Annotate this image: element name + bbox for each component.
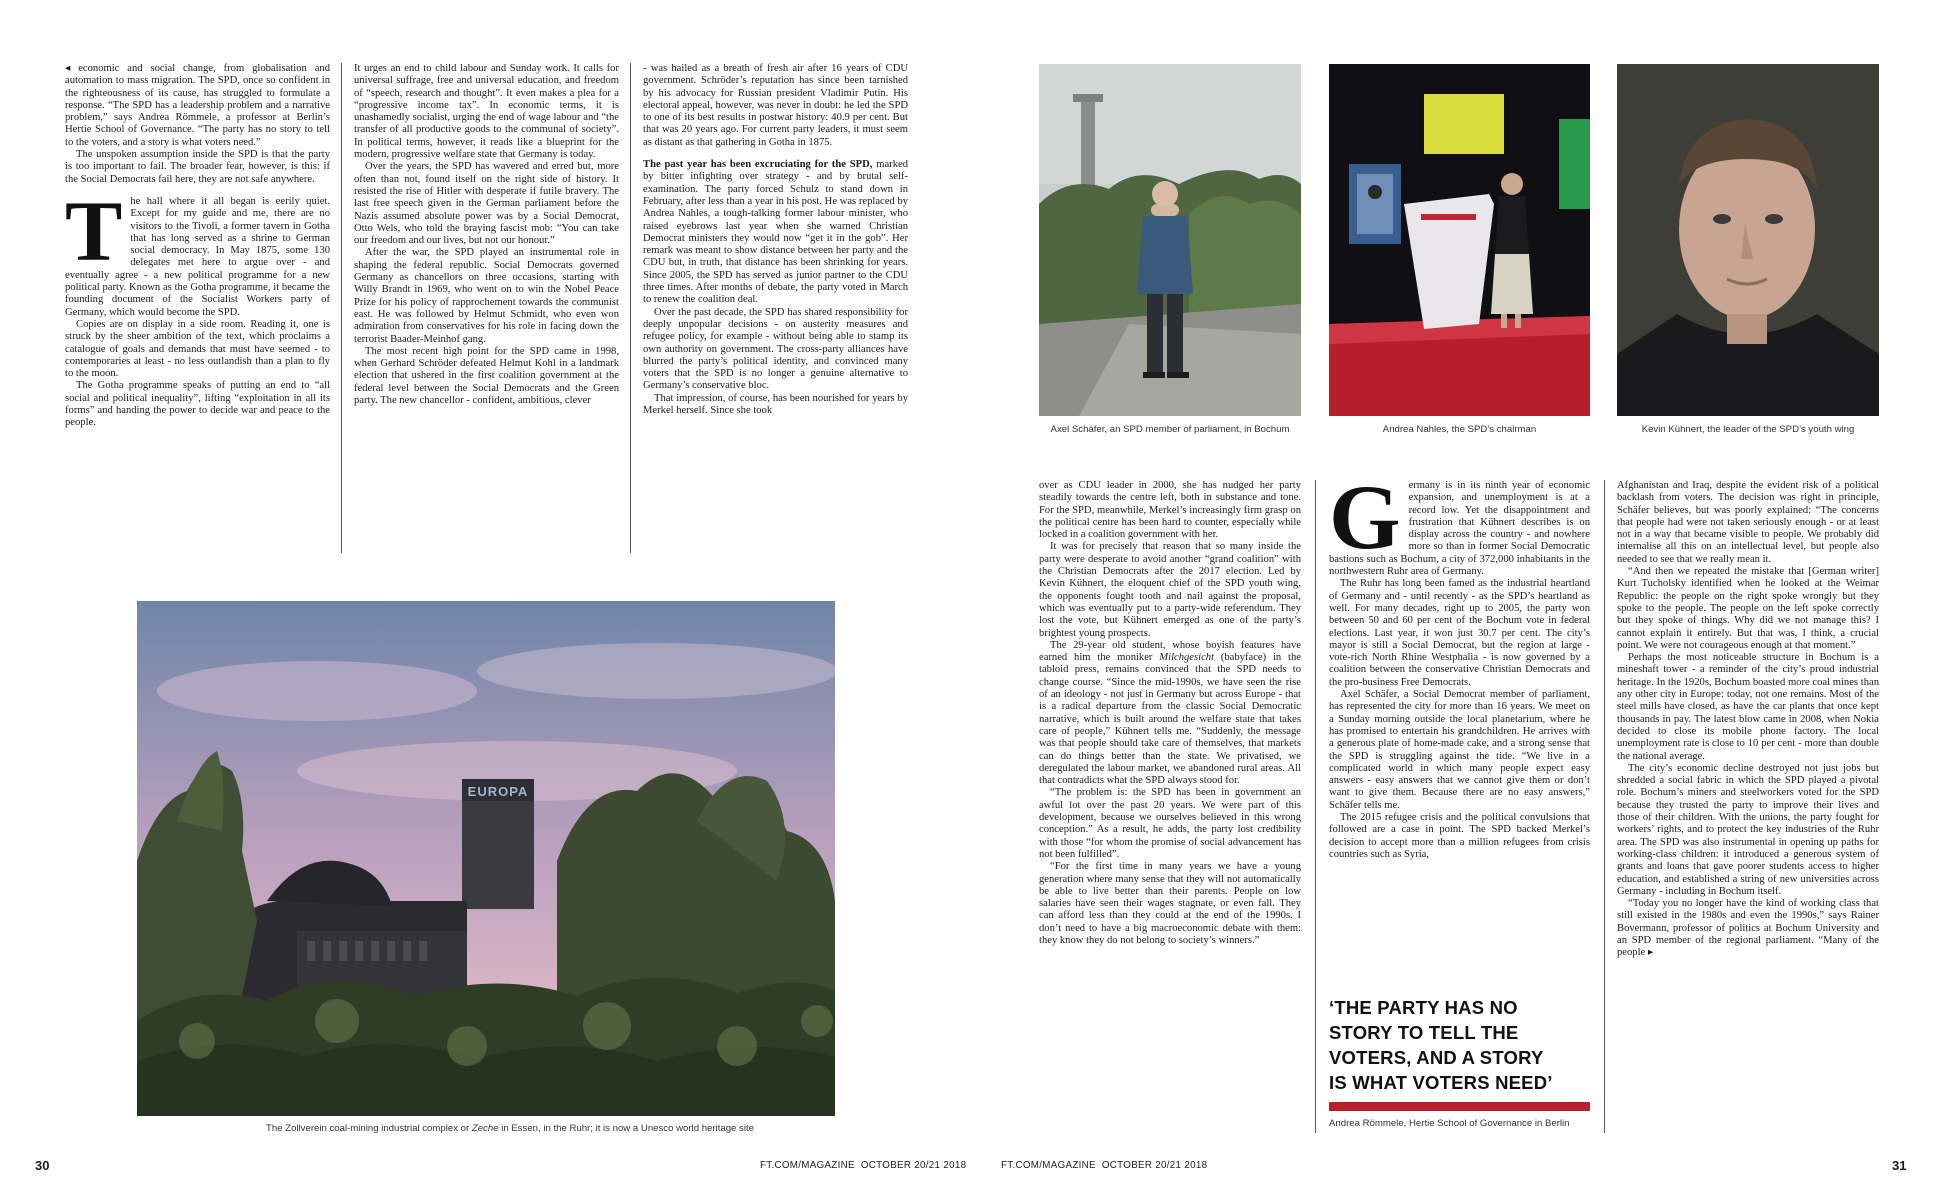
zollverein-photo (137, 601, 835, 1116)
paragraph: The most recent high point for the SPD came in 1998, when Gerhard Schröder defeated Helmut Kohl in a landmark election that ushered in the first coalition government at the federal level between the Social Democrats and the Green party. The new chancellor - confident, ambitious, clever (354, 345, 619, 407)
page-footer: FT.COM/MAGAZINE OCTOBER 20/21 2018 (1001, 1160, 1208, 1171)
right-page (967, 0, 1934, 1199)
paragraph: The 29-year old student, whose boyish features have earned him the moniker Milchgesicht (babyface) in the tabloid press, remains convinced that the SPD needs to change course. “Since the mid-1990s, we have seen the rise of an ideology - not just in Germany but across Europe - that is a radical departure from the classic Social Democratic narrative, which is built around the welfare state that takes care of people,” Kühnert tells me. “Suddenly, the message was that people should take care of themselves, that markets can do things better than the state. We privatised, we deregulated the labour market, we abandoned rural areas. All that contradicts what the SPD always stood for. (1039, 639, 1301, 787)
left-article-column-3 (643, 63, 908, 553)
column-rule (1604, 480, 1605, 1133)
dropcap-g: G (1329, 480, 1401, 568)
paragraph: That impression, of course, has been nourished for years by Merkel herself. Since she took (643, 392, 908, 417)
paragraph-with-dropcap: The hall where it all began is eerily quiet. Except for my guide and me, there are no visitors to the Tivoli, a former tavern in Gotha that has long served as a shrine to German social democracy. In May 1875, some 130 delegates met here to argue over - and eventually agree - a new political programme for a new political party. Known as the Gotha programme, it became the founding document of the Socialist Workers party of Germany, which would become the SPD. (65, 182, 330, 318)
left-article-column-2 (354, 63, 619, 553)
page-footer: FT.COM/MAGAZINE OCTOBER 20/21 2018 (760, 1160, 967, 1171)
dropcap-t: T (65, 182, 123, 279)
paragraph: The city’s economic decline destroyed not just jobs but shredded a social fabric in which the SPD played a pivotal role. Bochum’s miners and steelworkers voted for the SPD because they trusted the party to improve their lives and those of their children. With the unions, the party fought for workers’ rights, and to protect the key industries of the Ruhr area. The SPD was also instrumental in opening up paths for working-class children: it introduced a generous system of grants and loans that gave poorer students access to higher education, and established a string of new universities across Germany - including in Bochum itself. (1617, 762, 1879, 897)
right-article-column-2 (1329, 480, 1590, 988)
axel-schafer-caption: Axel Schäfer, an SPD member of parliament, in Bochum (1050, 424, 1290, 435)
europa-sign: EUROPA (467, 784, 529, 799)
page-number: 31 (1892, 1158, 1907, 1173)
page-number: 30 (35, 1158, 50, 1173)
paragraph: “And then we repeated the mistake that [German writer] Kurt Tucholsky identified when he looked at the Weimar Republic: the people on the right spoke wrongly but they spoke to the people. The people on the left spoke correctly but they spoke of things. Why did we not manage this? I cannot explain it entirely. But that was, I think, a crucial point. We were not courageous enough at that moment.” (1617, 566, 1879, 651)
pull-quote-line: STORY TO TELL THE (1329, 1022, 1519, 1043)
andrea-nahles-caption: Andrea Nahles, the SPD’s chairman (1382, 424, 1537, 435)
paragraph: Afghanistan and Iraq, despite the evident risk of a political backlash from voters. The decision was right in principle, Schäfer believes, but was poorly explained: “The concerns that people had were not taken seriously enough - or at least not in a way that became visible to people. We probably did internalise all this on an intellectual level, but people also needed to see that we really mean it. (1617, 480, 1879, 565)
pull-quote-accent-bar (1329, 1102, 1590, 1111)
pull-quote-line: VOTERS, AND A STORY (1329, 1047, 1544, 1068)
paragraph: The Gotha programme speaks of putting an end to “all social and political inequality”, lifting “exploitation in all its forms” and handing the power to decide war and peace to the people. (65, 380, 330, 429)
paragraph-with-dropcap: Germany is in its ninth year of economic expansion, and unemployment is at a record low. Yet the disappointment and frustration that Kühnert describes is on display across the country - and nowhere more so than in former Social Democratic bastions such as Bochum, a city of 372,000 inhabitants in the northwestern Ruhr area of Germany. (1329, 480, 1590, 578)
paragraph: Axel Schäfer, a Social Democrat member of parliament, has represented the city for more than 16 years. We meet on a Sunday morning outside the local planetarium, where he has promised to entertain his grandchildren. He arrives with a generous plate of home-made cake, and a strong sense that the SPD is struggling against the tide. “We live in a complicated world in which many people expect easy answers - easy answers that we cannot give them or don’t want to give them. Because there are no easy answers,” Schäfer tells me. (1329, 689, 1590, 811)
pull-quote-line: ‘THE PARTY HAS NO (1329, 997, 1518, 1018)
paragraph: “The problem is: the SPD has been in government an awful lot over the past 20 years. We were part of this development, because we ourselves believed in this wrong conception.” As a result, he adds, the party lost credibility with those “for whom the promise of social advancement has not been fulfilled”. (1039, 787, 1301, 860)
paragraph: “For the first time in many years we have a young generation where many sense that they will not automatically be able to live better than their parents. People on low salaries have seen their wages stagnate, or even fall. They can afford less than they could at the end of the 1990s. I don’t need to have a big macroeconomic debate with them: they know they do not belong to society’s winners.” (1039, 861, 1301, 946)
column-rule (341, 63, 342, 553)
left-article-column-1 (65, 63, 330, 553)
kevin-kuhnert-photo (1617, 64, 1879, 416)
zollverein-photo-caption: The Zollverein coal-mining industrial complex or Zeche in Essen, in the Ruhr; it is now a Unesco world heritage site (266, 1123, 754, 1134)
paragraph: Over the years, the SPD has wavered and erred but, more often than not, found itself on the right side of history. It resisted the rise of Hitler with desperate if futile bravery. The last free speech given in the German parliament before the Nazis assumed absolute power was by a Social Democrat, Otto Wels, who told the braying fascist mob: “You can take our freedom and our lives, but not our honour.” (354, 161, 619, 247)
pull-quote-attribution: Andrea Römmele, Hertie School of Governance in Berlin (1329, 1118, 1570, 1129)
axel-schafer-photo (1039, 64, 1301, 416)
paragraph: over as CDU leader in 2000, she has nudged her party steadily towards the centre left, both in substance and tone. For the SPD, meanwhile, Merkel’s increasingly firm grasp on the political centre has been hard to counter, especially while locked in a coalition government with her. (1039, 480, 1301, 541)
paragraph: It urges an end to child labour and Sunday work. It calls for universal suffrage, free and universal education, and freedom of “speech, research and thought”. It even makes a plea for a “progressive income tax”. In economic terms, it is unashamedly socialist, urging the end of wage labour and “the transfer of all productive goods to the communal of society”. In political terms, however, it reads like a blueprint for the modern, progressive welfare state that Germany is today. (354, 63, 619, 161)
kevin-kuhnert-caption: Kevin Kühnert, the leader of the SPD’s youth wing (1641, 424, 1855, 435)
right-article-column-3 (1617, 480, 1879, 1133)
right-article-column-1 (1039, 480, 1301, 1133)
paragraph: - was hailed as a breath of fresh air after 16 years of CDU government. Schröder’s reputation has since been tarnished by his advocacy for Russian president Vladimir Putin. His electoral appeal, however, was never in doubt: he led the SPD to one of its best results in postwar history: 40.9 per cent. But that was 20 years ago. For current party leaders, it must seem as distant as that gathering in Gotha in 1875. (643, 63, 908, 148)
paragraph: Over the past decade, the SPD has shared responsibility for deeply unpopular decisions - on austerity measures and refugee policy, for example - without being able to stamp its own authority on government. The cross-party alliances have blurred the party’s political identity, and convinced many voters that the SPD is no longer a genuine alternative to Germany’s conservative bloc. (643, 306, 908, 392)
paragraph: After the war, the SPD played an instrumental role in shaping the federal republic. Social Democrats governed Germany as chancellors on three occasions, starting with Willy Brandt in 1969, who went on to win the Nobel Peace Prize for his policy of rapprochement towards the communist east. He was followed by Helmut Schmidt, who even won admiration from conservatives for his role in facing down the terrorist Baader-Meinhof gang. (354, 247, 619, 345)
paragraph: The 2015 refugee crisis and the political convulsions that followed are a case in point. The SPD backed Merkel’s decision to accept more than a million refugees from crisis countries such as Syria, (1329, 812, 1590, 860)
paragraph: ◂ economic and social change, from globalisation and automation to mass migration. The SPD, once so confident in the righteousness of its cause, has struggled to formulate a response. “The SPD has a leadership problem and a narrative problem,” says Andrea Römmele, a professor at Berlin’s Hertie School of Governance. “The party has no story to tell to the voters, and a story is what voters need.” (65, 63, 330, 148)
pull-quote-line: IS WHAT VOTERS NEED’ (1329, 1072, 1553, 1093)
paragraph: The unspoken assumption inside the SPD is that the party is too important to fail. The broader fear, however, is this: if the Social Democrats fail here, they are not safe anywhere. (65, 149, 330, 185)
column-rule (1315, 480, 1316, 1133)
andrea-nahles-photo (1329, 64, 1590, 416)
paragraph: “Today you no longer have the kind of working class that still existed in the 1980s and even the 1990s,” says Rainer Bovermann, professor of politics at Bochum University and an SPD member of the regional parliament. “Many of the people ▸ (1617, 898, 1879, 959)
column-rule (630, 63, 631, 553)
paragraph: The Ruhr has long been famed as the industrial heartland of Germany and - until recently - as the SPD’s heartland as well. For many decades, right up to 2005, the party won between 50 and 60 per cent of the Bochum vote in federal elections. Last year, it won just 30.7 per cent. The city’s mayor is still a Social Democrat, but the region at large - vote-rich North Rhine Westphalia - is now governed by a coalition between the conservative Christian Democrats and the pro-business Free Democrats. (1329, 578, 1590, 688)
paragraph-bold-lead: The past year has been excruciating for the SPD, marked by bitter infighting over strategy - and by brutal self-examination. The party forced Schulz to stand down in February, after less than a year in his post. He was replaced by Andrea Nahles, a tough-talking former labour minister, who raised eyebrows last year when she warned Christian Democrat ministers they would now “get it in the gob”. Her remark was meant to show distance between her party and the CDU but, in truth, that distance has been shrinking for years. Since 2005, the SPD has served as junior partner to the CDU three times. After months of debate, the party voted in March to renew the coalition deal. (643, 159, 908, 306)
paragraph: Copies are on display in a side room. Reading it, one is struck by the sheer ambition of the text, which proclaims a catalogue of goals and demands that must have seemed - to contemporaries at least - no less outlandish than a plan to fly to the moon. (65, 318, 330, 380)
paragraph: Perhaps the most noticeable structure in Bochum is a mineshaft tower - a reminder of the city’s proud industrial heritage. In the 1920s, Bochum boasted more coal mines than any other city in Europe: today, not one remains. Most of the steel mills have closed, as have the car plants that once kept thousands in pay. The latest blow came in 2008, when Nokia decided to close its mobile phone factory. The local unemployment rate is close to 10 per cent - more than double the national average. (1617, 652, 1879, 762)
paragraph: It was for precisely that reason that so many inside the party were desperate to avoid another “grand coalition” with the Christian Democrats after the 2017 election. Led by Kevin Kühnert, the eloquent chief of the SPD youth wing, the opponents fought tooth and nail against the proposal, which was eventually put to a party-wide referendum. They lost the vote, but Kühnert emerged as one of the party’s brightest young prospects. (1039, 541, 1301, 639)
pull-quote (1329, 995, 1590, 1095)
